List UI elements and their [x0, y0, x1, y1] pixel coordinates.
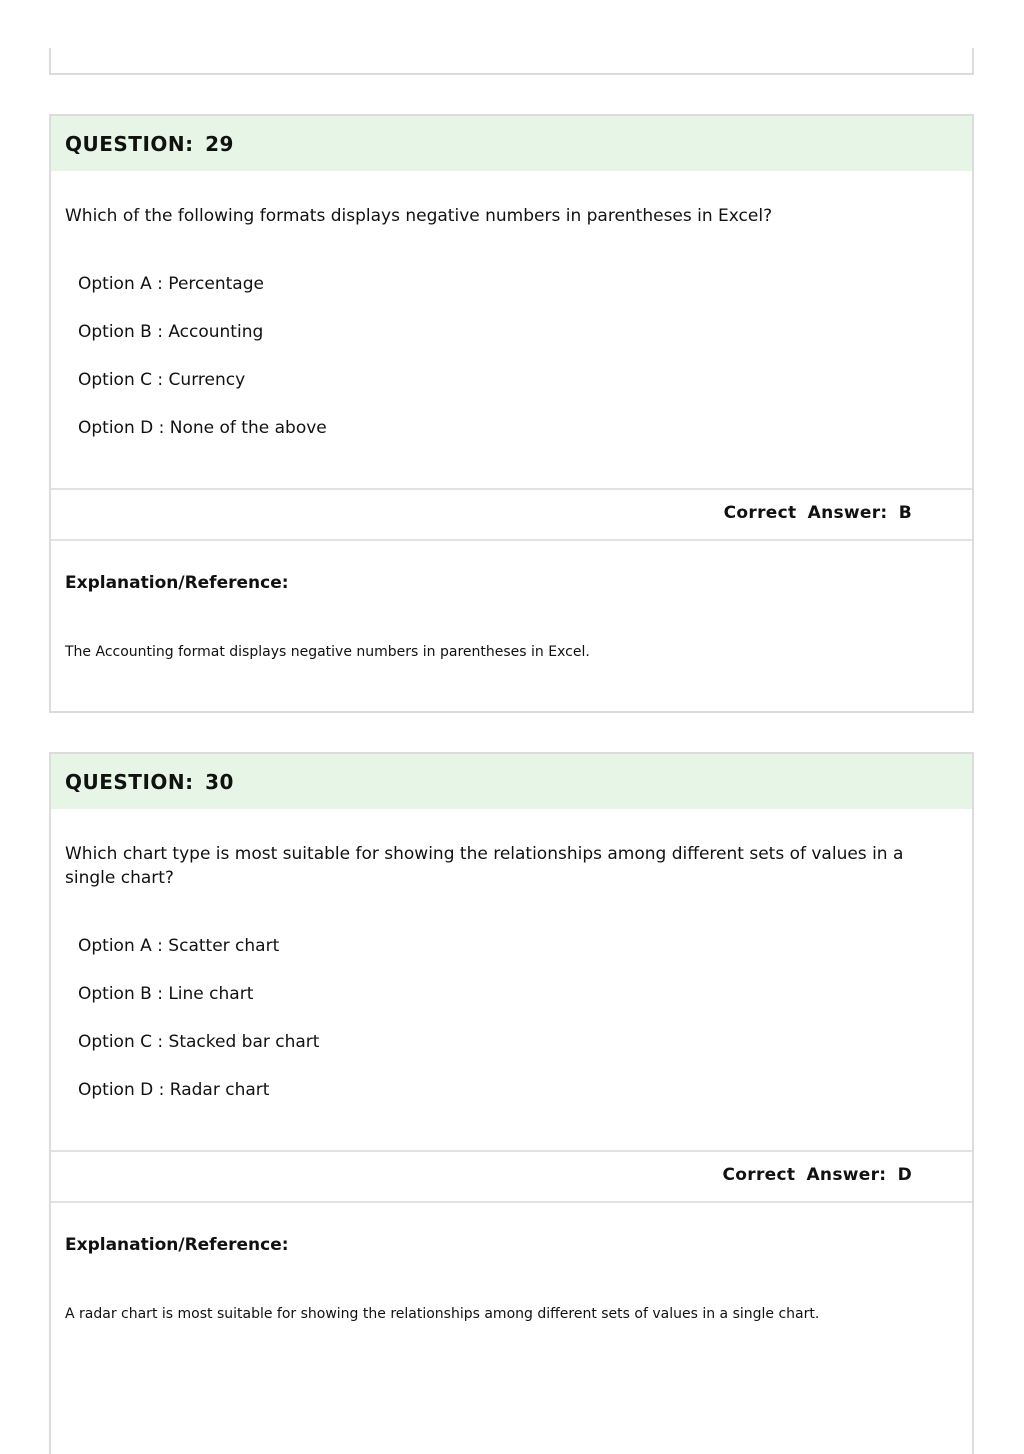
previous-question-card-end	[49, 48, 974, 75]
options-list	[78, 272, 327, 464]
question-text: Which of the following formats displays negative numbers in parentheses in Excel?	[65, 206, 773, 226]
correct-answer: Correct Answer: B	[723, 503, 912, 523]
divider	[51, 1150, 972, 1152]
option-b: Option B : Line chart	[78, 984, 254, 1004]
option-d: Option D : Radar chart	[78, 1080, 270, 1100]
explanation-text: A radar chart is most suitable for showing the relationships among different sets of values in a single chart.	[65, 1306, 820, 1322]
divider	[51, 1201, 972, 1203]
divider	[51, 539, 972, 541]
question-header	[51, 116, 972, 171]
option-c: Option C : Currency	[78, 370, 246, 390]
option-c: Option C : Stacked bar chart	[78, 1032, 320, 1052]
explanation-label: Explanation/Reference:	[65, 573, 289, 593]
divider	[51, 488, 972, 490]
option-b: Option B : Accounting	[78, 322, 264, 342]
question-card-29	[49, 114, 974, 713]
option-a: Option A : Scatter chart	[78, 936, 280, 956]
question-title: QUESTION: 29	[65, 131, 234, 156]
options-list	[78, 934, 319, 1126]
explanation-text: The Accounting format displays negative numbers in parentheses in Excel.	[65, 644, 590, 660]
correct-answer: Correct Answer: D	[722, 1165, 912, 1185]
question-card-30	[49, 752, 974, 1454]
option-a: Option A : Percentage	[78, 274, 264, 294]
question-text: Which chart type is most suitable for showing the relationships among different sets of values in a single chart?	[65, 844, 904, 888]
explanation-label: Explanation/Reference:	[65, 1235, 289, 1255]
question-header	[51, 754, 972, 809]
option-d: Option D : None of the above	[78, 418, 327, 438]
question-title: QUESTION: 30	[65, 769, 234, 794]
